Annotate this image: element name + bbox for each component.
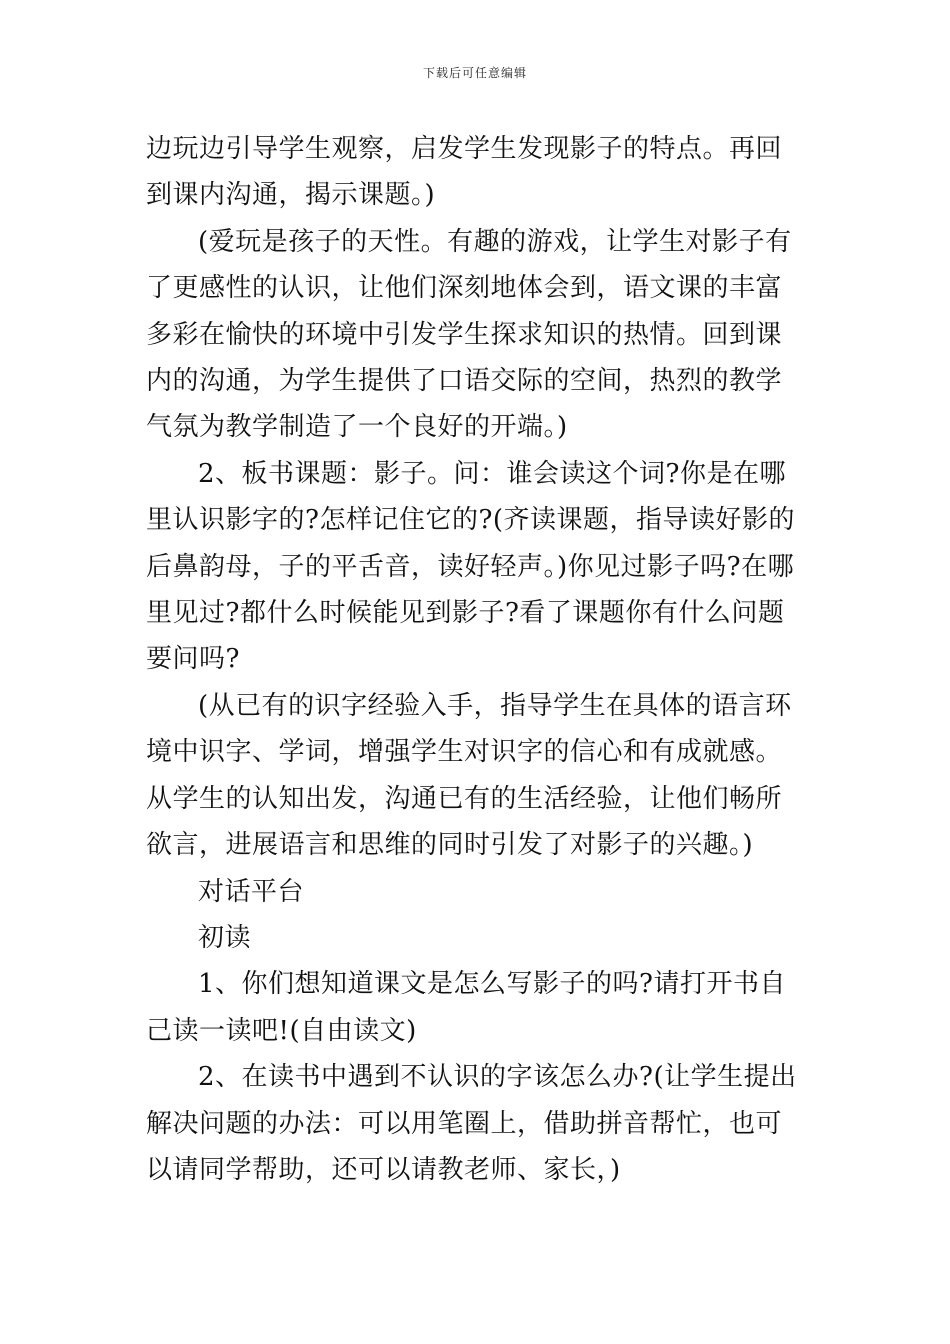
paragraph-5: 1、你们想知道课文是怎么写影子的吗?请打开书自己读一读吧!(自由读文) — [146, 969, 786, 1046]
document-body — [146, 126, 806, 1193]
paragraph-6: 2、在读书中遇到不认识的字该怎么办?(让学生提出解决问题的办法：可以用笔圈上，借助拼音帮忙，也可以请同学帮助，还可以请教老师、家长，) — [146, 1062, 797, 1185]
paragraph-2: (爱玩是孩子的天性。有趣的游戏，让学生对影子有了更感性的认识，让他们深刻地体会到，语文课的丰富多彩在愉快的环境中引发学生探求知识的热情。回到课内的沟通，为学生提供了口语交际的空间，热烈的教学气氛为教学制造了一个良好的开端。) — [146, 226, 792, 443]
page-header: 下载后可任意编辑 — [422, 66, 527, 80]
section-heading-dialogue: 对话平台 — [198, 876, 305, 907]
paragraph-1: 边玩边引导学生观察，启发学生发现影子的特点。再回到课内沟通，揭示课题。) — [146, 134, 783, 211]
section-heading-first-reading: 初读 — [198, 922, 252, 953]
paragraph-4: (从已有的识字经验入手，指导学生在具体的语言环境中识字、学词，增强学生对识字的信心和有成就感。从学生的认知出发，沟通已有的生活经验，让他们畅所欲言，进展语言和思维的同时引发了对影子的兴趣。) — [146, 690, 792, 861]
paragraph-3: 2、板书课题：影子。问：谁会读这个词?你是在哪里认识影字的?怎样记住它的?(齐读课题，指导读好影的后鼻韵母，子的平舌音，读好轻声。)你见过影子吗?在哪里见过?都什么时候能见到影子?看了课题你有什么问题要问吗? — [146, 458, 796, 675]
